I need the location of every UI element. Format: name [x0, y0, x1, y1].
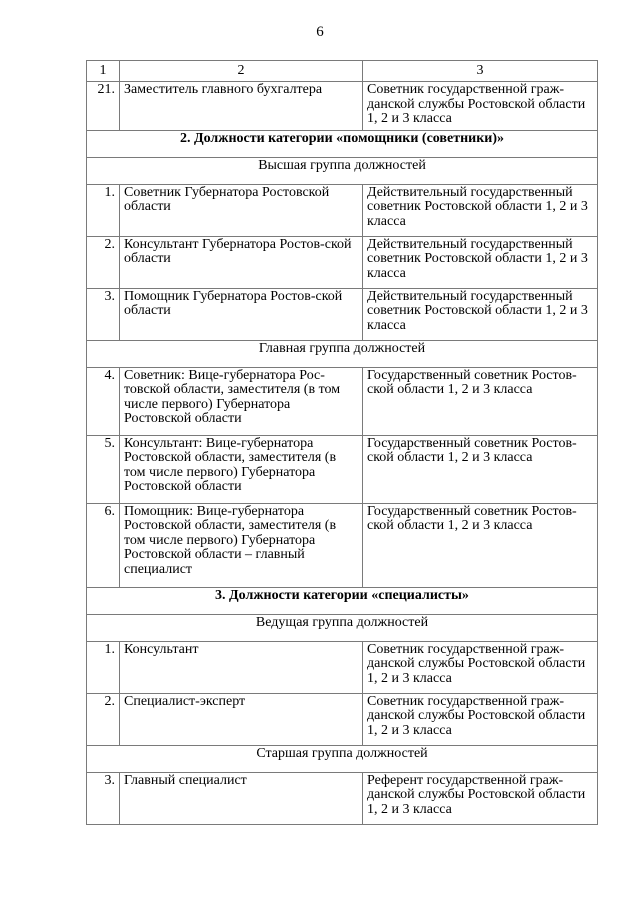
header-col-1: 1	[87, 61, 120, 82]
table-row	[87, 82, 598, 131]
section-title: 3. Должности категории «специалисты»	[87, 587, 598, 614]
header-col-3: 3	[363, 61, 598, 82]
position-name: Заместитель главного бухгалтера	[120, 82, 363, 131]
row-number: 5.	[87, 435, 120, 503]
position-name: Консультант: Вице-губернатора Ростовской области, заместителя (в том числе первого) Губернатора Ростовской области	[120, 435, 363, 503]
table-row	[87, 641, 598, 693]
header-col-2: 2	[120, 61, 363, 82]
table-row	[87, 236, 598, 288]
group-title: Старшая группа должностей	[87, 745, 598, 772]
position-name: Советник Губернатора Ростовской области	[120, 184, 363, 236]
class-rank: Референт государственной граж-данской службы Ростовской области 1, 2 и 3 класса	[363, 772, 598, 824]
table-row	[87, 772, 598, 824]
position-name: Консультант Губернатора Ростов-ской области	[120, 236, 363, 288]
table-row	[87, 435, 598, 503]
row-number: 1.	[87, 184, 120, 236]
section-row	[87, 587, 598, 614]
row-number: 2.	[87, 236, 120, 288]
position-name: Советник: Вице-губернатора Рос-товской области, заместителя (в том числе первого) Губернатора Ростовской области	[120, 367, 363, 435]
row-number: 3.	[87, 288, 120, 340]
positions-table	[86, 60, 598, 825]
table-row	[87, 367, 598, 435]
table-row	[87, 503, 598, 587]
class-rank: Советник государственной граж-данской службы Ростовской области 1, 2 и 3 класса	[363, 641, 598, 693]
row-number: 1.	[87, 641, 120, 693]
group-row	[87, 340, 598, 367]
class-rank: Государственный советник Ростов-ской области 1, 2 и 3 класса	[363, 503, 598, 587]
class-rank: Советник государственной граж-данской службы Ростовской области 1, 2 и 3 класса	[363, 82, 598, 131]
page-number: 6	[316, 24, 324, 40]
row-number: 4.	[87, 367, 120, 435]
row-number: 21.	[87, 82, 120, 131]
table-row	[87, 184, 598, 236]
table-row	[87, 693, 598, 745]
position-name: Помощник: Вице-губернатора Ростовской области, заместителя (в том числе первого) Губернатора Ростовской области – главный специалист	[120, 503, 363, 587]
position-name: Помощник Губернатора Ростов-ской области	[120, 288, 363, 340]
position-name: Консультант	[120, 641, 363, 693]
table-row	[87, 288, 598, 340]
group-title: Главная группа должностей	[87, 340, 598, 367]
section-title: 2. Должности категории «помощники (советники)»	[87, 130, 598, 157]
group-title: Высшая группа должностей	[87, 157, 598, 184]
group-row	[87, 157, 598, 184]
group-title: Ведущая группа должностей	[87, 614, 598, 641]
position-name: Главный специалист	[120, 772, 363, 824]
section-row	[87, 130, 598, 157]
table-header-row	[87, 61, 598, 82]
class-rank: Государственный советник Ростов-ской области 1, 2 и 3 класса	[363, 435, 598, 503]
class-rank: Советник государственной граж-данской службы Ростовской области 1, 2 и 3 класса	[363, 693, 598, 745]
row-number: 6.	[87, 503, 120, 587]
group-row	[87, 745, 598, 772]
position-name: Специалист-эксперт	[120, 693, 363, 745]
class-rank: Государственный советник Ростов-ской области 1, 2 и 3 класса	[363, 367, 598, 435]
class-rank: Действительный государственный советник Ростовской области 1, 2 и 3 класса	[363, 288, 598, 340]
row-number: 3.	[87, 772, 120, 824]
group-row	[87, 614, 598, 641]
class-rank: Действительный государственный советник Ростовской области 1, 2 и 3 класса	[363, 236, 598, 288]
class-rank: Действительный государственный советник Ростовской области 1, 2 и 3 класса	[363, 184, 598, 236]
row-number: 2.	[87, 693, 120, 745]
